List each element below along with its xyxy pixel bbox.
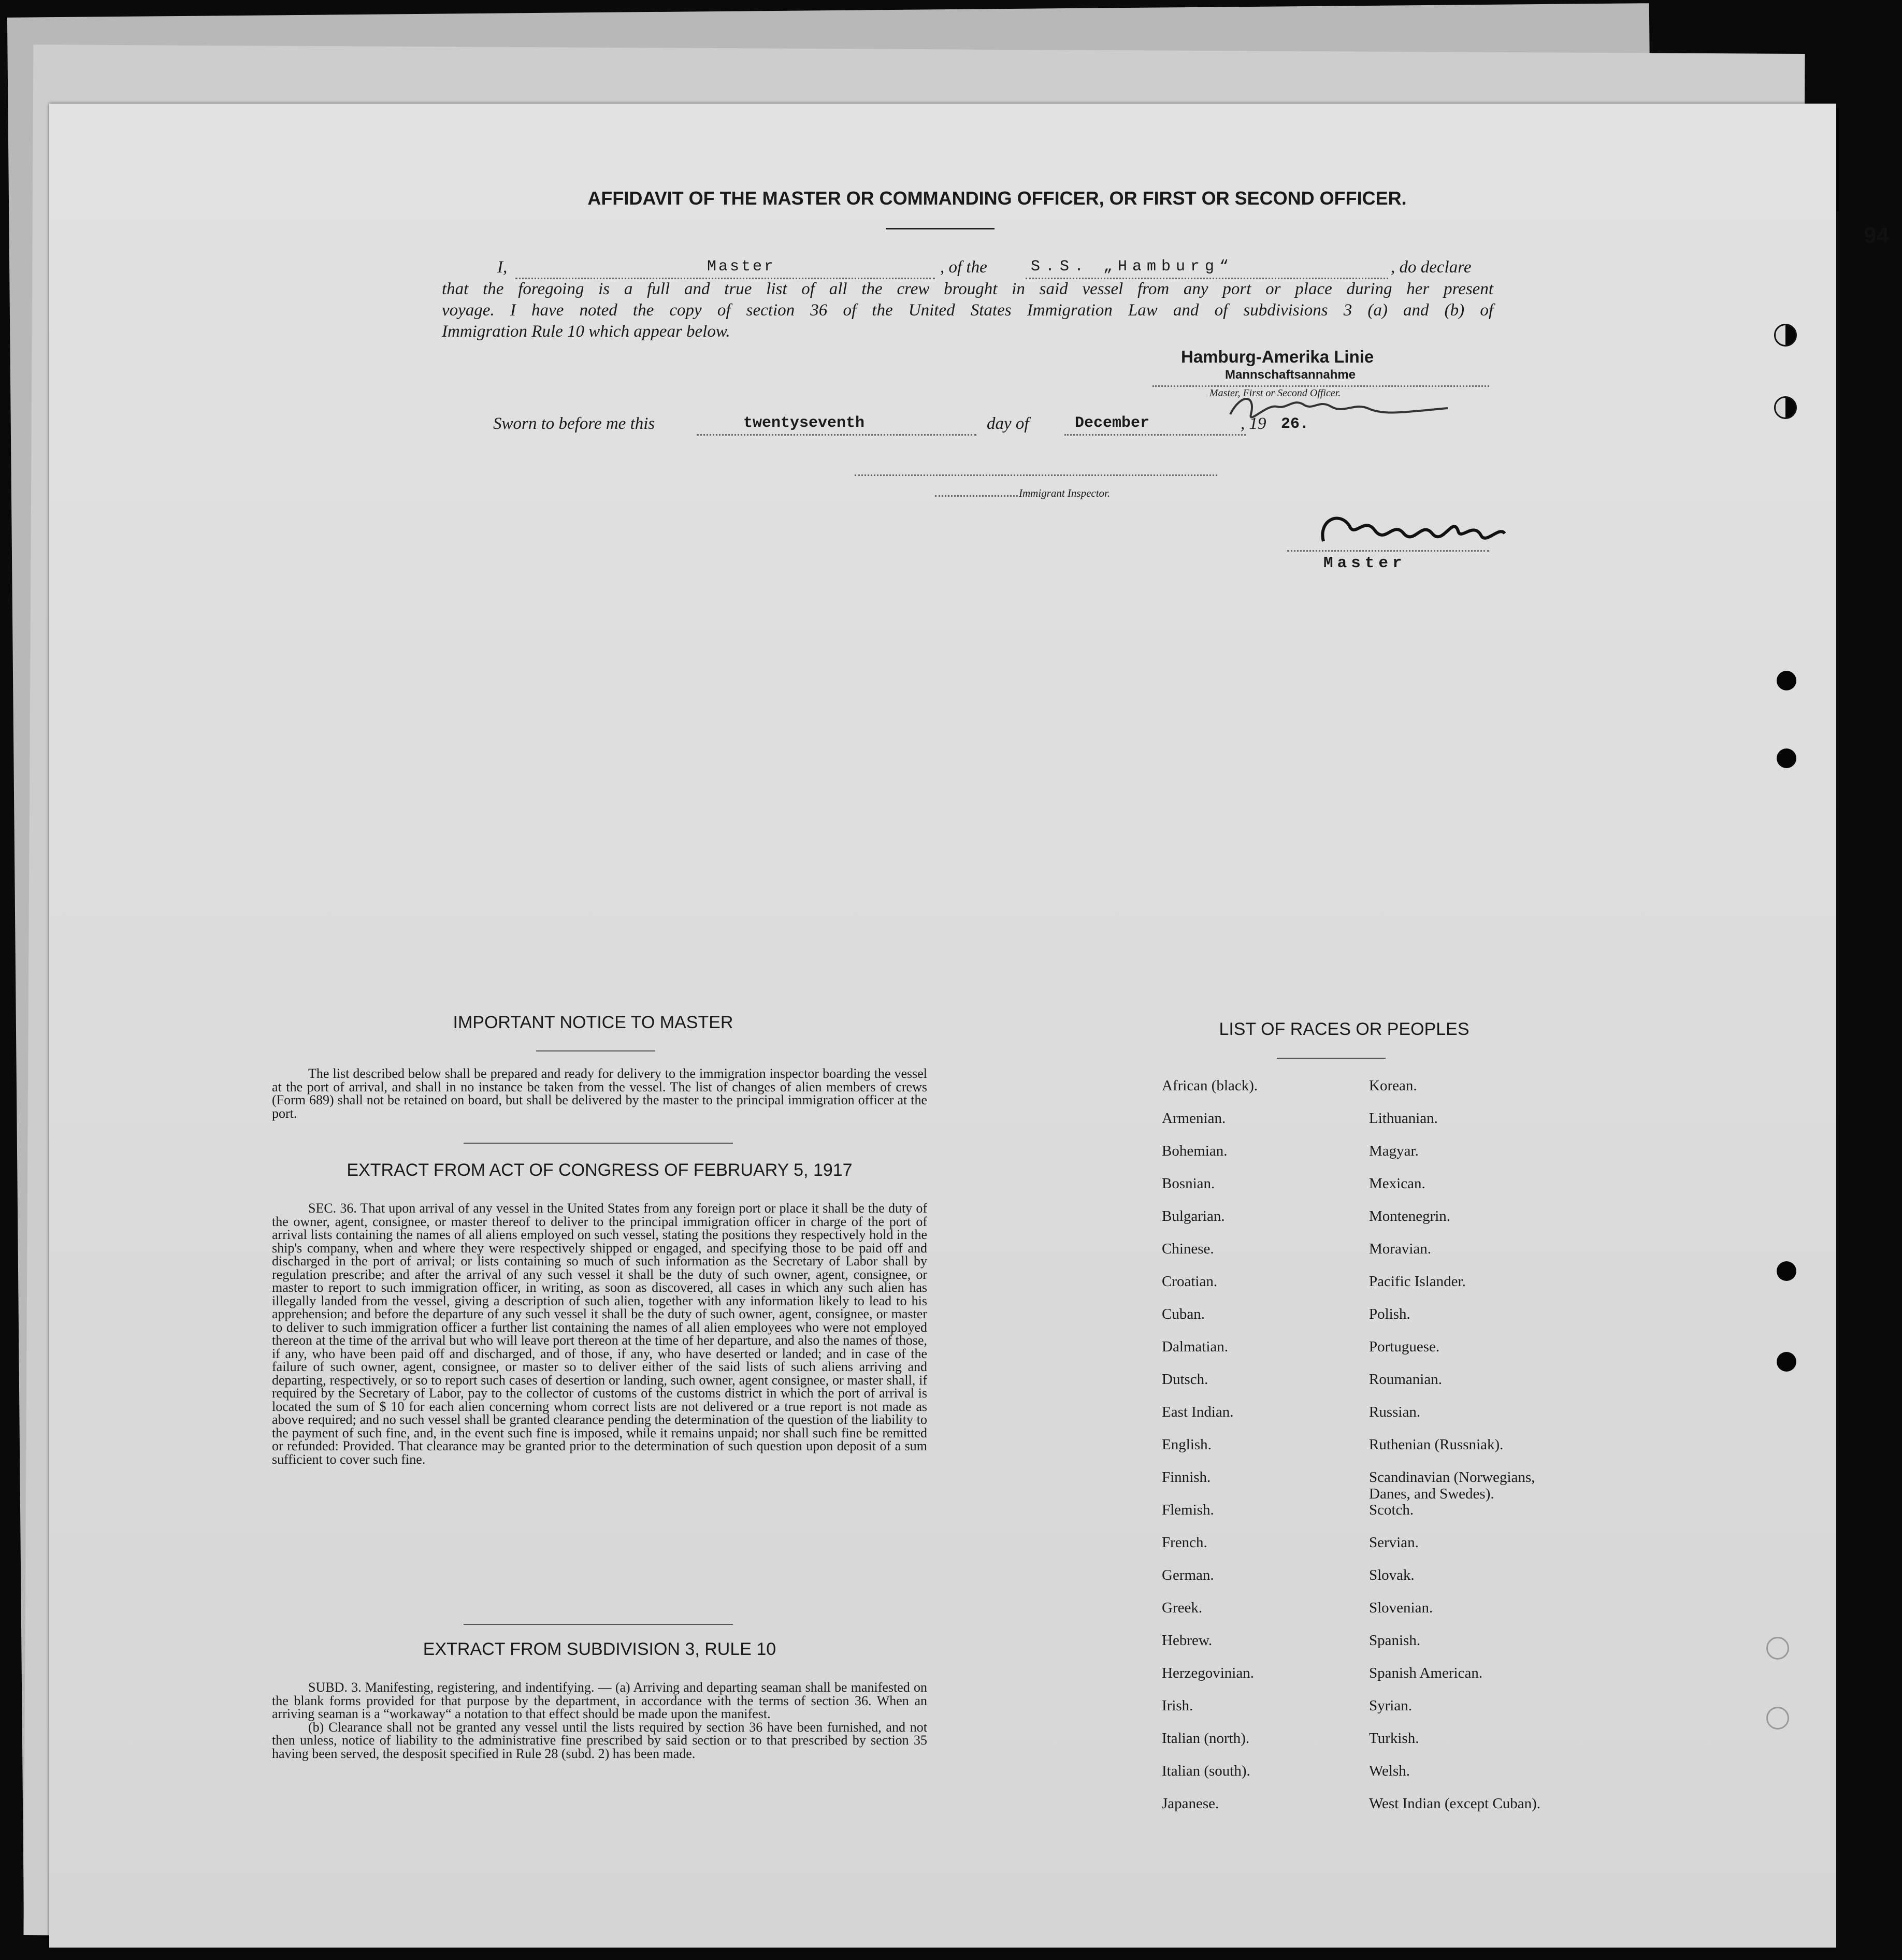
race-item: Scotch.	[1369, 1502, 1414, 1518]
affidavit-body-line: voyage. I have noted the copy of section 36 of the United States Immigration Law and of subdivisions 3 (a) and (b) of	[442, 301, 1493, 320]
affidavit-body-line: Immigration Rule 10 which appear below.	[442, 322, 730, 341]
race-item: Chinese.	[1162, 1241, 1214, 1257]
master-caption: Master	[1323, 554, 1406, 572]
race-item: Welsh.	[1369, 1763, 1410, 1779]
sworn-day-field	[697, 414, 976, 436]
binder-hole	[1766, 1637, 1789, 1660]
race-item: Pacific Islander.	[1369, 1273, 1466, 1290]
act-extract-title: EXTRACT FROM ACT OF CONGRESS OF FEBRUARY 5, 1917	[347, 1160, 853, 1180]
section-divider	[464, 1624, 733, 1625]
affidavit-i-label: I,	[497, 258, 508, 277]
inspector-caption: Immigrant Inspector.	[1019, 487, 1111, 499]
vessel-name-field	[1026, 258, 1388, 279]
races-divider	[1277, 1058, 1386, 1059]
form-page	[49, 104, 1836, 1948]
races-right-column	[1369, 1077, 1576, 1828]
race-item: Turkish.	[1369, 1730, 1419, 1747]
race-item: Croatian.	[1162, 1273, 1218, 1290]
notice-divider	[536, 1050, 655, 1051]
binder-hole	[1777, 1261, 1796, 1281]
sworn-label: Sworn to before me this	[493, 414, 655, 433]
act-extract-text: SEC. 36. That upon arrival of any vessel in the United States from any foreign port or place it shall be the duty of the owner, agent, consignee, or master thereof to deliver to the principal immigration officer in charge of the port of arrival lists containing the names of all aliens employed on such vessel, stating the positions they respectively hold in the ship's company, when and where they were respectively shipped or engaged, and specifying those to be paid off and discharged in the port of arrival; or lists containing so much of such information as the Secretary of Labor shall by regulation prescribe; and after the arrival of any such vessel it shall be the duty of such owner, agent, consignee, or master to report to such immigration officer, in writing, as soon as discovered, all cases in which any such alien has illegally landed from the vessel, giving a description of such alien, together with any information likely to lead to his apprehension; and before the departure of any such vessel it shall be the duty of such owner, agent, consignee, or master to deliver to such immigration officer a further list containing the names of all alien employees who were not employed thereon at the time of the arrival but who will leave port thereon at the time of her departure, and also the names of those, if any, who have been paid off and discharged, and of those, if any, who have deserted or landed; and in case of the failure of such owner, agent, consignee, or master so to deliver either of the said lists of such aliens arriving and departing, respectively, or so to report such cases of desertion or landing, such owner, agent consignee, or master shall, if required by the Secretary of Labor, pay to the collector of customs of the customs district in which the port of arrival is located the sum of $ 10 for each alien concerning whom correct lists are not delivered or a true report is not made as above required; and no such vessel shall be granted clearance pending the determination of the question of the liability to the payment of such fine, and, in the event such fine is imposed, while it remains unpaid; nor shall such fine be remitted or refunded: Provided. That clearance may be granted prior to the determination of such question upon deposit of a sum sufficient to cover such fine.	[272, 1201, 927, 1467]
do-declare-label: , do declare	[1391, 258, 1472, 277]
sworn-month-value: December	[1075, 414, 1150, 432]
race-item: Cuban.	[1162, 1306, 1205, 1322]
affidavit-body-line: that the foregoing is a full and true list of all the crew brought in said vessel from any port or place during her present	[442, 280, 1493, 298]
sworn-month-field	[1064, 414, 1246, 436]
race-item: Italian (south).	[1162, 1763, 1250, 1779]
race-item: Bohemian.	[1162, 1143, 1228, 1159]
notice-body	[272, 1067, 927, 1120]
race-item: Italian (north).	[1162, 1730, 1250, 1747]
binder-hole	[1774, 324, 1797, 347]
race-item: East Indian.	[1162, 1404, 1234, 1420]
company-stamp-line: Mannschaftsannahme	[1225, 368, 1356, 382]
race-item: Herzegovinian.	[1162, 1665, 1254, 1681]
race-item: Mexican.	[1369, 1175, 1425, 1192]
race-item: Bosnian.	[1162, 1175, 1215, 1192]
master-name-value: Master	[707, 258, 776, 276]
master-name-field	[515, 258, 935, 279]
vessel-name-value: S.S. „Hamburg“	[1031, 258, 1234, 276]
race-item: Flemish.	[1162, 1502, 1214, 1518]
master-signature	[1287, 505, 1525, 562]
notice-title: IMPORTANT NOTICE TO MASTER	[453, 1013, 733, 1032]
of-the-label: , of the	[940, 258, 987, 277]
master-signature-line	[1287, 548, 1489, 552]
race-item: Polish.	[1369, 1306, 1410, 1322]
rule-extract-title: EXTRACT FROM SUBDIVISION 3, RULE 10	[423, 1639, 776, 1659]
rule-extract-text-b: (b) Clearance shall not be granted any vessel until the lists required by section 36 have been furnished, and not then unless, notice of liability to the administrative fine prescribed by said section or to that prescribed by section 35 having been served, the desposit specified in Rule 28 (subd. 2) has been made.	[272, 1719, 927, 1761]
inspector-signature-line	[855, 472, 1217, 476]
race-item: Finnish.	[1162, 1469, 1211, 1486]
race-item: Slovenian.	[1369, 1599, 1433, 1616]
race-item: Spanish American.	[1369, 1665, 1483, 1681]
races-left-column	[1162, 1077, 1258, 1828]
race-item: Ruthenian (Russniak).	[1369, 1436, 1504, 1453]
race-item: Syrian.	[1369, 1697, 1412, 1714]
title-divider	[886, 228, 995, 229]
officer-caption: Master, First or Second Officer.	[1209, 387, 1341, 399]
race-item: Scandinavian (Norwegians, Danes, and Swedes).	[1369, 1469, 1535, 1502]
rule-extract-body	[272, 1681, 927, 1760]
race-item: Hebrew.	[1162, 1632, 1213, 1649]
race-item: Montenegrin.	[1369, 1208, 1451, 1224]
notice-text: The list described below shall be prepared and ready for delivery to the immigration inspector boarding the vessel at the port of arrival, and shall in no instance be taken from the vessel. The list of changes of alien members of crews (Form 689) shall not be retained on board, but shall be delivered by the master to the principal immigration officer at the port.	[272, 1066, 927, 1121]
rule-extract-text-a: SUBD. 3. Manifesting, registering, and indentifying. — (a) Arriving and departing seaman shall be manifested on the blank forms provided for that purpose by the department, in accordance with the terms of section 36. When an arriving seaman is a “workaway“ a notation to that effect should be made upon the manifest.	[272, 1680, 927, 1721]
race-item: Moravian.	[1369, 1241, 1431, 1257]
race-item: German.	[1162, 1567, 1214, 1583]
sworn-day-value: twentyseventh	[743, 414, 865, 432]
affidavit-title: AFFIDAVIT OF THE MASTER OR COMMANDING OFFICER, OR FIRST OR SECOND OFFICER.	[587, 188, 1407, 209]
races-list	[1162, 1077, 1628, 1896]
race-item: Portuguese.	[1369, 1338, 1440, 1355]
year-prefix: , 19	[1241, 414, 1266, 433]
binder-hole	[1766, 1707, 1789, 1730]
edge-page-number: 94	[1864, 223, 1889, 248]
race-item: West Indian (except Cuban).	[1369, 1795, 1541, 1812]
inspector-dots	[935, 493, 1018, 497]
race-item: Bulgarian.	[1162, 1208, 1225, 1224]
race-item: Korean.	[1369, 1077, 1417, 1094]
race-item: Spanish.	[1369, 1632, 1421, 1649]
binder-hole	[1777, 1352, 1796, 1372]
binder-hole	[1777, 671, 1796, 690]
act-extract-body	[272, 1202, 927, 1466]
race-item: Slovak.	[1369, 1567, 1415, 1583]
races-title: LIST OF RACES OR PEOPLES	[1219, 1019, 1469, 1039]
race-item: Irish.	[1162, 1697, 1193, 1714]
race-item: Greek.	[1162, 1599, 1203, 1616]
binder-hole	[1777, 748, 1796, 768]
race-item: Magyar.	[1369, 1143, 1419, 1159]
sworn-year-value: 26.	[1281, 415, 1309, 433]
binder-hole	[1774, 396, 1797, 419]
race-item: Dutsch.	[1162, 1371, 1208, 1388]
race-item: Japanese.	[1162, 1795, 1219, 1812]
section-divider	[464, 1143, 733, 1144]
race-item: Servian.	[1369, 1534, 1419, 1551]
race-item: Armenian.	[1162, 1110, 1226, 1127]
company-stamp-line: Hamburg-Amerika Linie	[1181, 347, 1374, 366]
race-item: English.	[1162, 1436, 1212, 1453]
race-item: Lithuanian.	[1369, 1110, 1438, 1127]
race-item: African (black).	[1162, 1077, 1258, 1094]
race-item: Russian.	[1369, 1404, 1421, 1420]
race-item: French.	[1162, 1534, 1207, 1551]
day-of-label: day of	[987, 414, 1029, 433]
race-item: Roumanian.	[1369, 1371, 1442, 1388]
race-item: Dalmatian.	[1162, 1338, 1229, 1355]
